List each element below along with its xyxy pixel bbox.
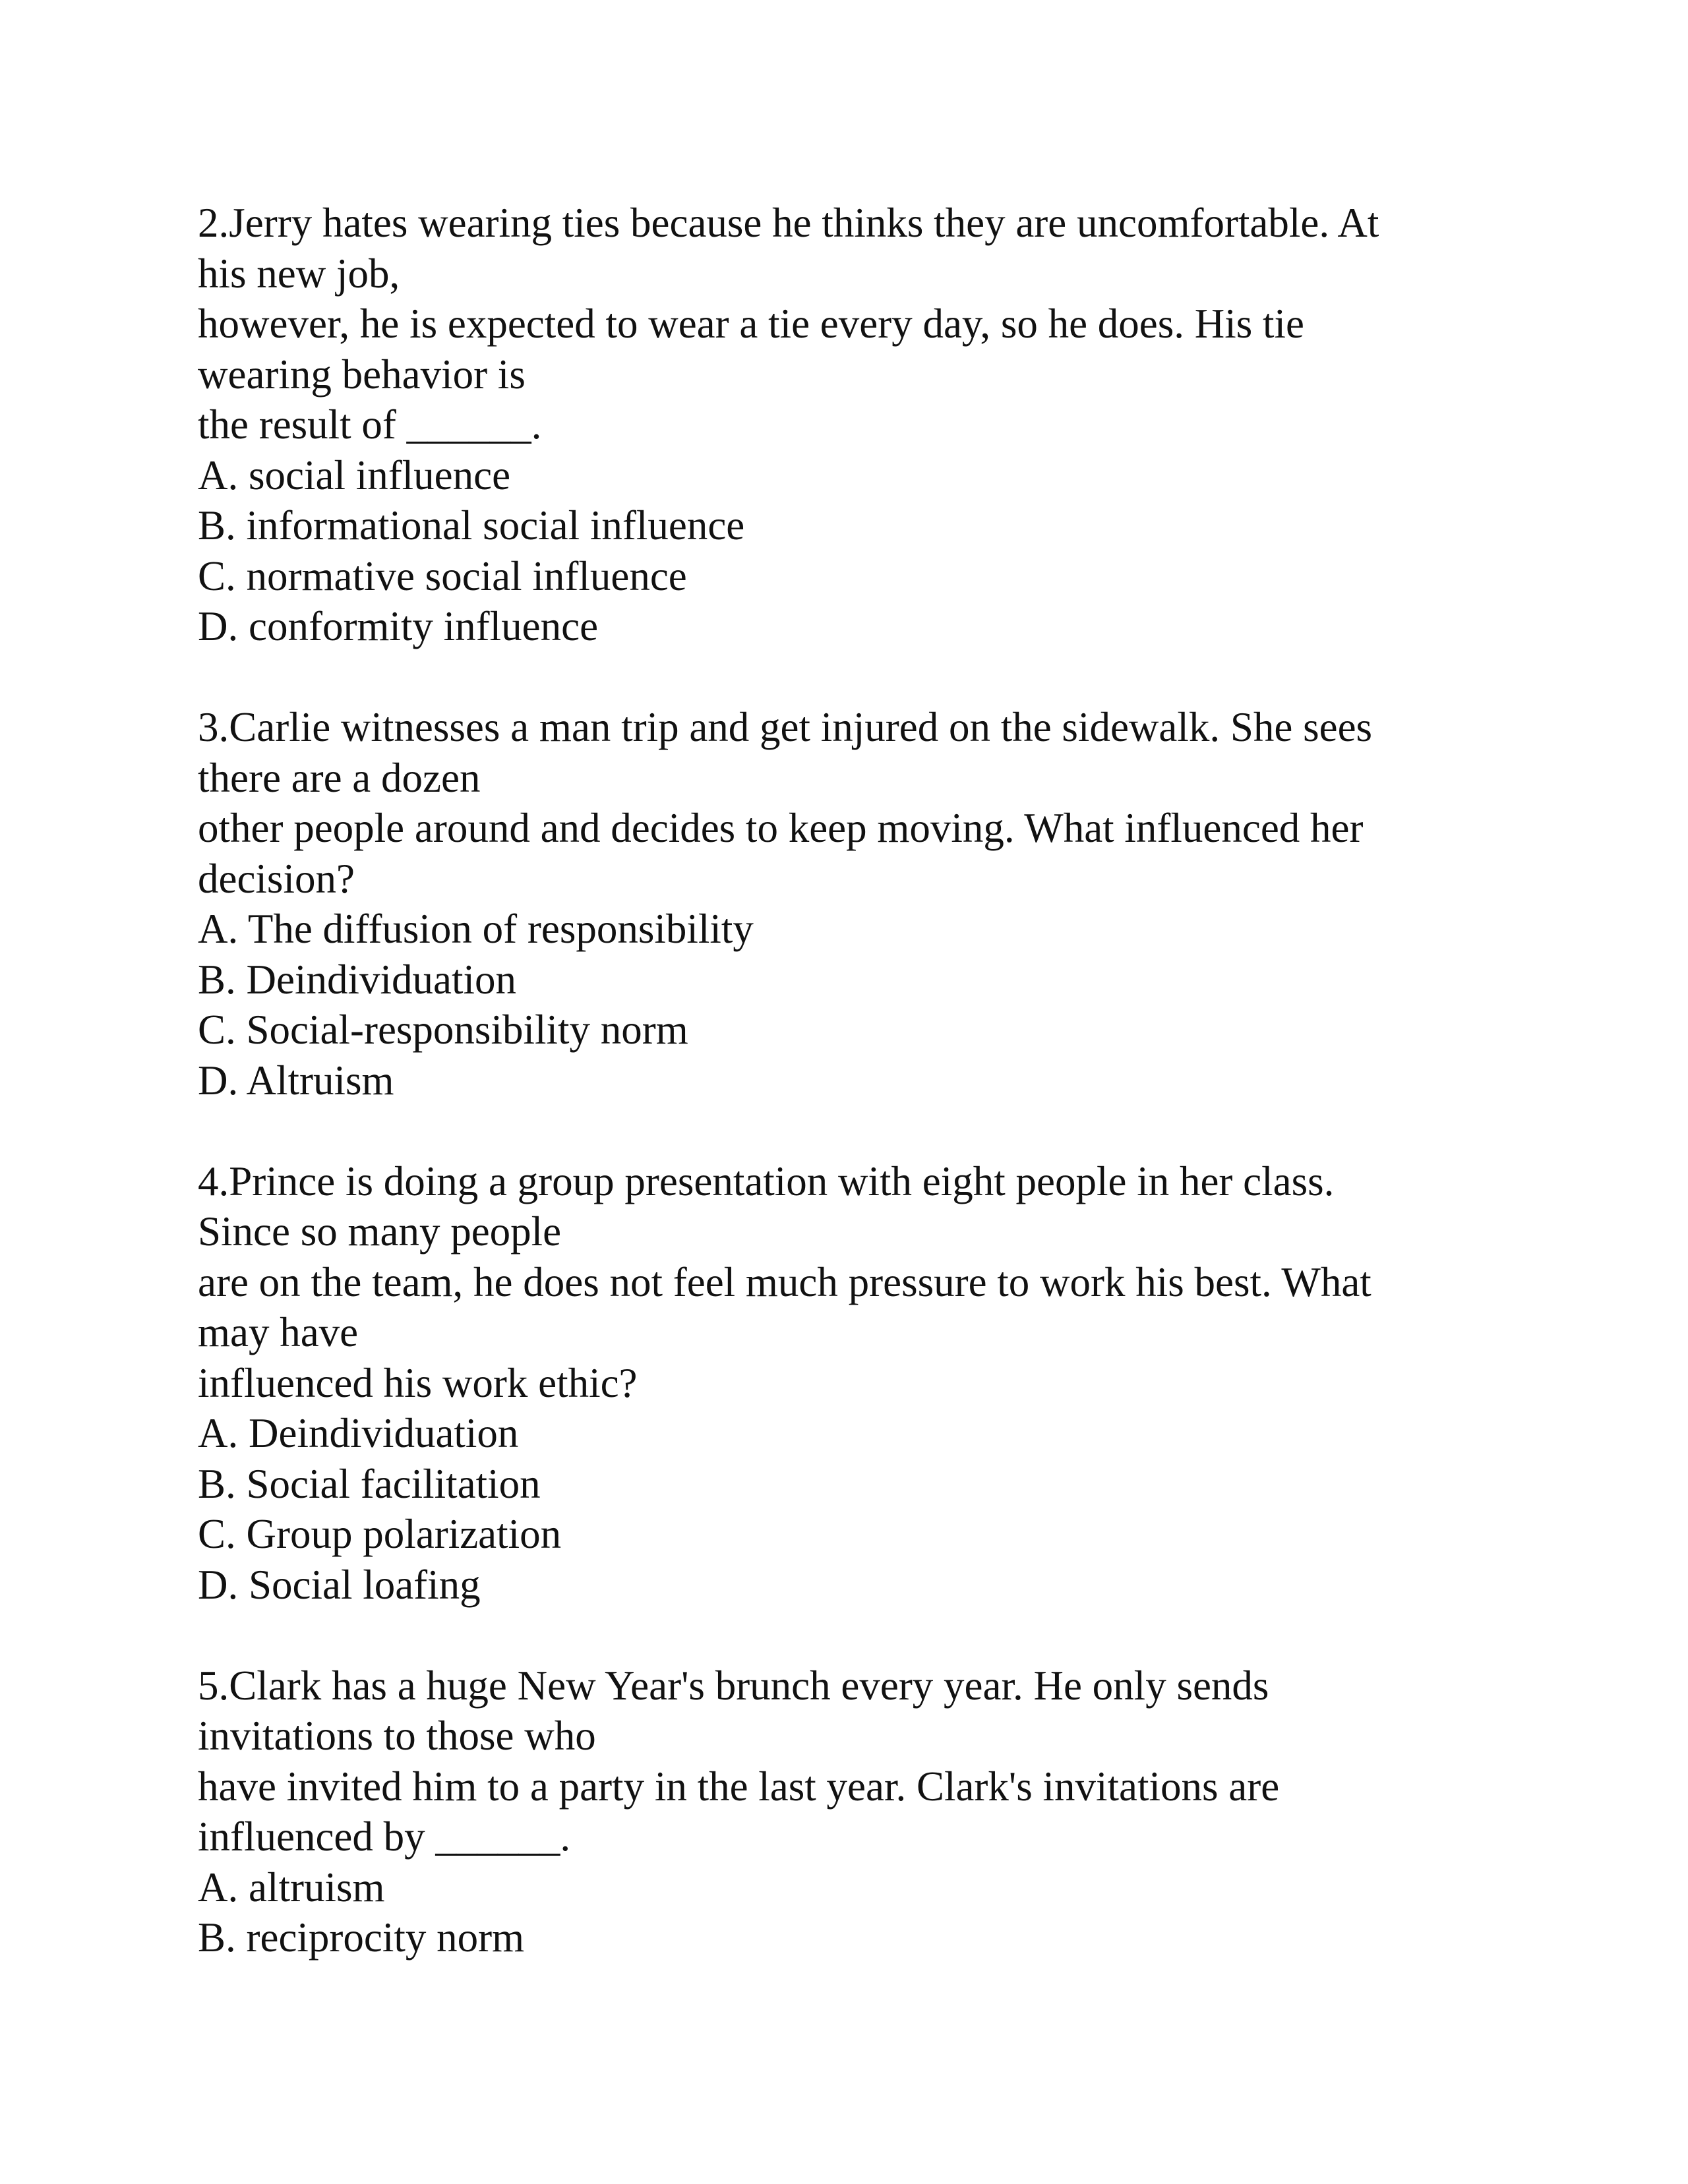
question-stem-line: influenced by ______. (198, 1814, 571, 1860)
answer-option: D. Altruism (198, 1057, 394, 1104)
question-stem-line: have invited him to a party in the last year. Clark's invitations are (198, 1763, 1280, 1810)
question-stem-line: Since so many people (198, 1208, 562, 1254)
answer-option: A. The diffusion of responsibility (198, 906, 754, 952)
answer-option: C. Group polarization (198, 1511, 562, 1557)
question-stem-line: his new job, (198, 250, 400, 297)
question-stem-line: invitations to those who (198, 1713, 596, 1759)
question-2 (198, 198, 1510, 652)
question-stem-line: influenced his work ethic? (198, 1359, 638, 1406)
answer-option: D. Social loafing (198, 1561, 481, 1608)
question-stem-line: 4.Prince is doing a group presentation with eight people in her class. (198, 1158, 1335, 1204)
answer-option: A. altruism (198, 1864, 385, 1910)
question-stem-line: there are a dozen (198, 754, 481, 801)
question-stem-line: 3.Carlie witnesses a man trip and get injured on the sidewalk. She sees (198, 704, 1373, 750)
answer-option: A. Deindividuation (198, 1410, 519, 1456)
question-4 (198, 1156, 1510, 1610)
question-stem-line: decision? (198, 855, 355, 902)
answer-option: D. conformity influence (198, 603, 599, 649)
answer-option: B. reciprocity norm (198, 1914, 525, 1961)
question-stem-line: may have (198, 1309, 359, 1355)
document-page (198, 198, 1510, 1963)
question-stem-line: other people around and decides to keep moving. What influenced her (198, 805, 1364, 851)
question-stem-line: however, he is expected to wear a tie every day, so he does. His tie (198, 301, 1305, 347)
question-5 (198, 1661, 1510, 1963)
question-stem-line: are on the team, he does not feel much pressure to work his best. What (198, 1258, 1372, 1305)
question-3 (198, 702, 1510, 1106)
question-stem-line: 2.Jerry hates wearing ties because he thinks they are uncomfortable. At (198, 200, 1379, 246)
answer-option: A. social influence (198, 452, 511, 498)
question-stem-line: wearing behavior is (198, 351, 526, 398)
answer-option: B. Social facilitation (198, 1460, 541, 1507)
question-stem-line: 5.Clark has a huge New Year's brunch every year. He only sends (198, 1662, 1269, 1709)
answer-option: C. normative social influence (198, 552, 687, 599)
answer-option: B. Deindividuation (198, 956, 516, 1003)
answer-option: C. Social-responsibility norm (198, 1007, 688, 1053)
question-stem-line: the result of ______. (198, 401, 542, 448)
answer-option: B. informational social influence (198, 502, 745, 548)
